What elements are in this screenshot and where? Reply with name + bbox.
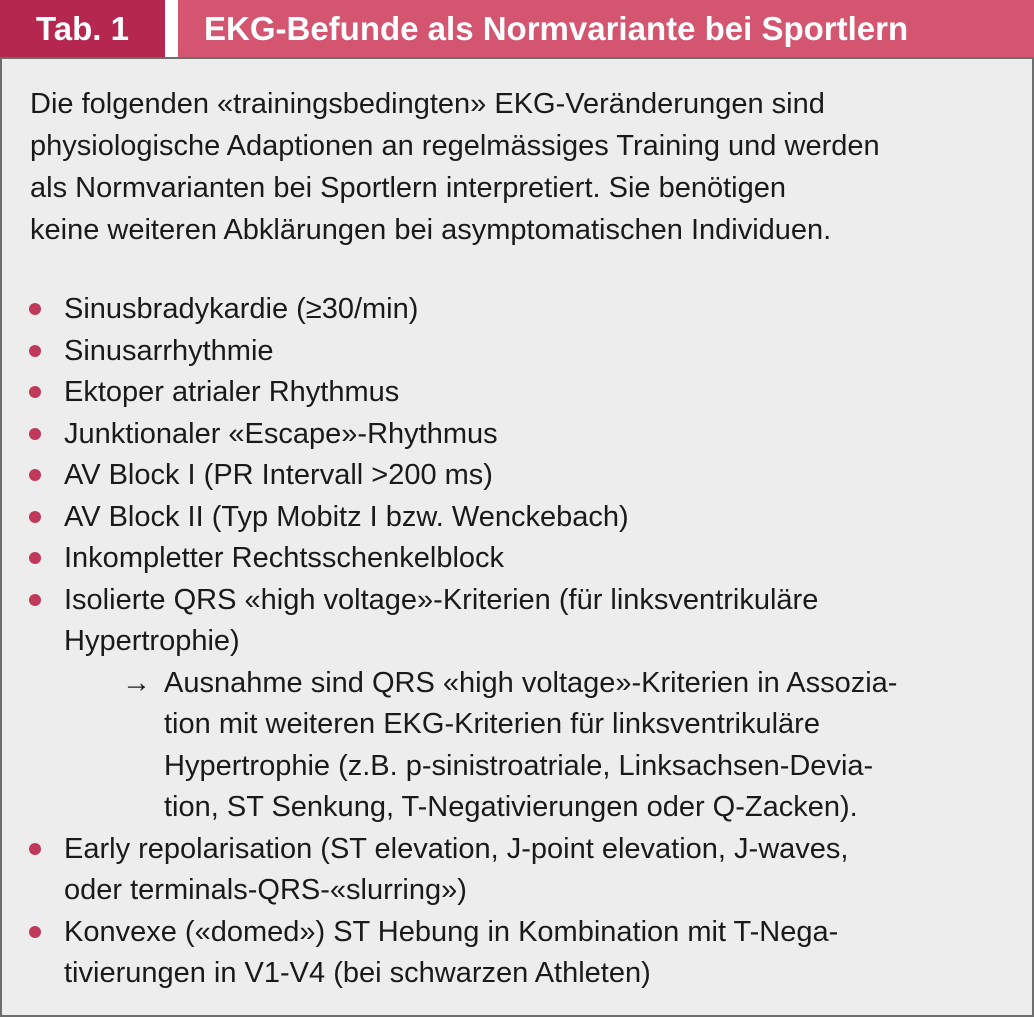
sub-note bbox=[64, 663, 1032, 829]
bullet-icon bbox=[29, 345, 41, 357]
list-item-text: Ektoper atrialer Rhythmus bbox=[64, 376, 400, 408]
bullet-icon bbox=[29, 843, 41, 855]
list-item-text: Konvexe («domed») ST Hebung in Kombination mit T-Nega- bbox=[64, 915, 839, 948]
bullet-icon bbox=[29, 386, 41, 398]
bullet-icon bbox=[29, 428, 41, 440]
table-number-label bbox=[0, 0, 165, 57]
sub-note-text: Hypertrophie (z.B. p-sinistroatriale, Linksachsen-Devia- bbox=[164, 749, 874, 782]
list-item bbox=[2, 829, 1032, 912]
bullet-icon bbox=[29, 552, 41, 564]
list-item bbox=[2, 455, 1032, 497]
list-item bbox=[2, 538, 1032, 580]
list-item-text: Hypertrophie) bbox=[64, 625, 240, 657]
list-item bbox=[2, 580, 1032, 829]
bullet-icon bbox=[29, 511, 41, 523]
list-item bbox=[2, 331, 1032, 373]
list-item-text: Inkompletter Rechtsschenkelblock bbox=[64, 542, 505, 574]
list-item-text: Junktionaler «Escape»-Rhythmus bbox=[64, 417, 498, 450]
list-item bbox=[2, 372, 1032, 414]
list-item bbox=[2, 497, 1032, 539]
intro-line: als Normvarianten bei Sportlern interpretiert. Sie benötigen bbox=[30, 172, 787, 204]
list-item-text: oder terminals-QRS-«slurring») bbox=[64, 874, 467, 906]
list-item-text: tivierungen in V1-V4 (bei schwarzen Athleten) bbox=[64, 957, 651, 989]
list-item-text: Early repolarisation (ST elevation, J-point elevation, J-waves, bbox=[64, 832, 849, 865]
bullet-icon bbox=[29, 594, 41, 606]
list-item bbox=[2, 414, 1032, 456]
bullet-icon bbox=[29, 469, 41, 481]
list-item-text: AV Block II (Typ Mobitz I bzw. Wenckebach) bbox=[64, 500, 629, 533]
list-item-text: Sinusbradykardie (≥30/min) bbox=[64, 293, 419, 325]
list-item-text: Isolierte QRS «high voltage»-Kriterien (für linksventrikuläre bbox=[64, 583, 819, 616]
bullet-icon bbox=[29, 926, 41, 938]
sub-note-text: Ausnahme sind QRS «high voltage»-Kriterien in Assozia- bbox=[164, 666, 898, 699]
table-title-bar bbox=[178, 0, 1034, 57]
intro-line: Die folgenden «trainingsbedingten» EKG-Veränderungen sind bbox=[30, 88, 825, 120]
table-title: EKG-Befunde als Normvariante bei Sportlern bbox=[204, 9, 909, 47]
normal-variant-list bbox=[2, 289, 1032, 995]
list-item bbox=[2, 289, 1032, 331]
sub-note-text: tion mit weiteren EKG-Kriterien für linksventrikuläre bbox=[164, 708, 820, 740]
right-arrow-icon: → bbox=[122, 666, 151, 699]
list-item-text: AV Block I (PR Intervall >200 ms) bbox=[64, 459, 493, 491]
intro-paragraph bbox=[30, 83, 1020, 251]
intro-line: physiologische Adaptionen an regelmässiges Training und werden bbox=[30, 130, 880, 162]
intro-line: keine weiteren Abklärungen bei asymptomatischen Individuen. bbox=[30, 214, 832, 246]
list-item-text: Sinusarrhythmie bbox=[64, 334, 274, 367]
list-item bbox=[2, 912, 1032, 995]
table-number-text: Tab. 1 bbox=[36, 9, 129, 47]
table-content-box bbox=[0, 57, 1034, 1017]
bullet-icon bbox=[29, 303, 41, 315]
sub-note-text: tion, ST Senkung, T-Negativierungen oder Q-Zacken). bbox=[164, 791, 858, 823]
